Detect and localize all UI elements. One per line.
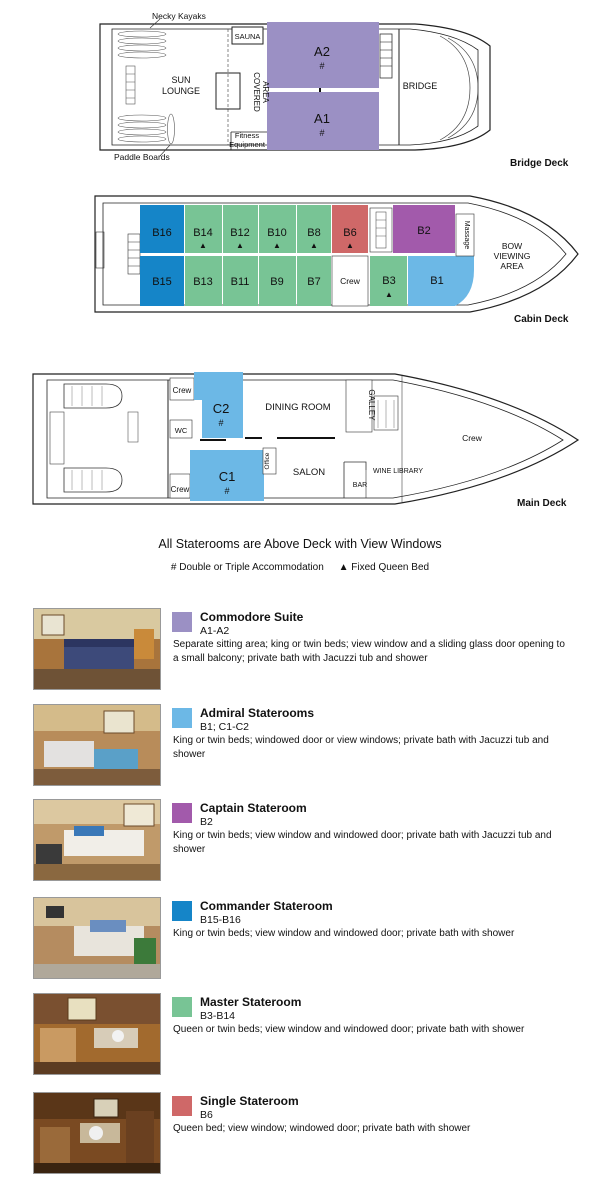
sauna-label: SAUNA [234,32,261,41]
category-commander [0,897,600,987]
category-cabins: B15-B16 [200,914,241,926]
cabin-label-a2: A2 [314,44,330,59]
stateroom-photo [33,993,161,1075]
cabin-label-b1: B1 [430,275,444,287]
cabin-label-b6: B6 [343,227,357,239]
color-swatch [172,612,192,632]
sun-lounge-label-2: LOUNGE [161,86,201,96]
cabin-deck-title: Cabin Deck [514,314,569,325]
salon-label: SALON [292,467,326,478]
crew-bottom-label: Crew [170,485,190,494]
massage-label: Massage [463,220,470,250]
stateroom-photo [33,704,161,786]
color-swatch [172,1096,192,1116]
category-cabins: A1-A2 [200,625,230,637]
crew-bow-label: Crew [462,433,482,443]
cabin-mark-b12: ▲ [236,241,244,250]
category-cabins: B6 [200,1109,213,1121]
stateroom-photo [33,799,161,881]
crew-top-label: Crew [172,386,192,395]
fitness-label: Fitness [234,131,260,140]
cabin-label-c2: C2 [212,401,230,416]
cabin-mark-a2: # [319,61,325,71]
category-description: King or twin beds; view window and windowed door; private bath with shower [173,928,515,939]
cabin-label-b9: B9 [270,276,284,288]
category-commodore [0,608,600,698]
wc-label: WC [174,426,188,435]
category-admiral [0,704,600,794]
cabin-label-b12: B12 [230,227,250,239]
headline-note: All Staterooms are Above Deck with View Windows [158,537,442,551]
cabin-mark-c1: # [224,486,230,496]
cabin-label-b8: B8 [307,227,321,239]
legend-queen: ▲ Fixed Queen Bed [338,562,430,573]
color-swatch [172,901,192,921]
deck-plans [0,0,600,520]
galley-label: GALLEY [367,389,376,421]
cabin-label-b13: B13 [193,276,213,288]
covered-area-label: COVERED [252,72,261,112]
category-cabins: B1; C1-C2 [200,721,250,733]
paddle-boards-label: Paddle Boards [114,152,170,162]
category-cabins: B2 [200,816,213,828]
category-description: Queen or twin beds; view window and windowed door; private bath with shower [173,1024,525,1035]
bow-label: BOW [501,241,523,251]
cabin-label-b10: B10 [267,227,287,239]
category-title: Master Stateroom [200,995,302,1009]
kayaks-label: Necky Kayaks [152,11,206,21]
dining-room-label: DINING ROOM [265,402,331,413]
category-description: Queen bed; view window; windowed door; private bath with shower [173,1123,471,1134]
category-description: King or twin beds; view window and windowed door; private bath with Jacuzzi tub and shower [173,830,552,855]
legend-double: # Double or Triple Accommodation [170,562,324,573]
color-swatch [172,997,192,1017]
cabin-label-b2: B2 [417,225,431,237]
covered-area-label-2: AREA [261,81,270,103]
cabin-label-b15: B15 [152,276,172,288]
lifeboat-icon-2 [64,468,122,492]
bridge-label: BRIDGE [402,81,438,91]
cabin-label-a1: A1 [314,111,330,126]
category-description: King or twin beds; windowed door or view windows; private bath with Jacuzzi tub and shower [173,735,549,760]
cabin-mark-b3: ▲ [385,290,393,299]
office-label: Office [264,452,271,470]
bridge-deck-title: Bridge Deck [510,158,569,169]
category-title: Commander Stateroom [200,899,333,913]
category-cabins: B3-B14 [200,1010,236,1022]
stateroom-photo [33,897,161,979]
category-captain [0,799,600,889]
crew-label: Crew [340,276,360,286]
cabin-mark-c2: # [218,418,224,428]
cabin-mark-b6: ▲ [346,241,354,250]
category-title: Captain Stateroom [200,801,307,815]
paddle-board-icon [168,114,175,144]
bow-label-2: VIEWING [493,251,531,261]
category-title: Single Stateroom [200,1094,299,1108]
bow-label-3: AREA [500,261,524,271]
cabin-mark-b10: ▲ [273,241,281,250]
bar-label: BAR [352,482,368,489]
category-title: Commodore Suite [200,610,304,624]
category-description: Separate sitting area; king or twin beds; view window and a sliding glass door opening to a small balcony; private bath with Jacuzzi tub and shower [173,639,565,664]
cabin-label-b3: B3 [382,275,396,287]
cabin-mark-b8: ▲ [310,241,318,250]
sun-lounge-label: SUN [171,75,191,85]
cabin-label-c1: C1 [218,469,236,484]
wine-library-label: WINE LIBRARY [372,468,424,475]
lifeboat-icon [64,384,122,408]
cabin-label-b7: B7 [307,276,321,288]
main-deck-title: Main Deck [517,498,567,509]
bridge-deck-plan [100,11,490,162]
category-single [0,1092,600,1182]
legend [0,562,600,573]
cabin-label-b14: B14 [193,227,213,239]
cabin-label-b16: B16 [152,227,172,239]
fitness-label-2: Equipment [229,140,265,149]
cabin-deck-plan [95,196,578,312]
main-deck-plan [33,372,578,504]
cabin-label-b11: B11 [230,276,250,288]
color-swatch [172,803,192,823]
stateroom-photo [33,608,161,690]
category-title: Admiral Staterooms [200,706,315,720]
cabin-mark-b14: ▲ [199,241,207,250]
color-swatch [172,708,192,728]
cabin-mark-a1: # [319,128,325,138]
category-master [0,993,600,1083]
stateroom-photo [33,1092,161,1174]
